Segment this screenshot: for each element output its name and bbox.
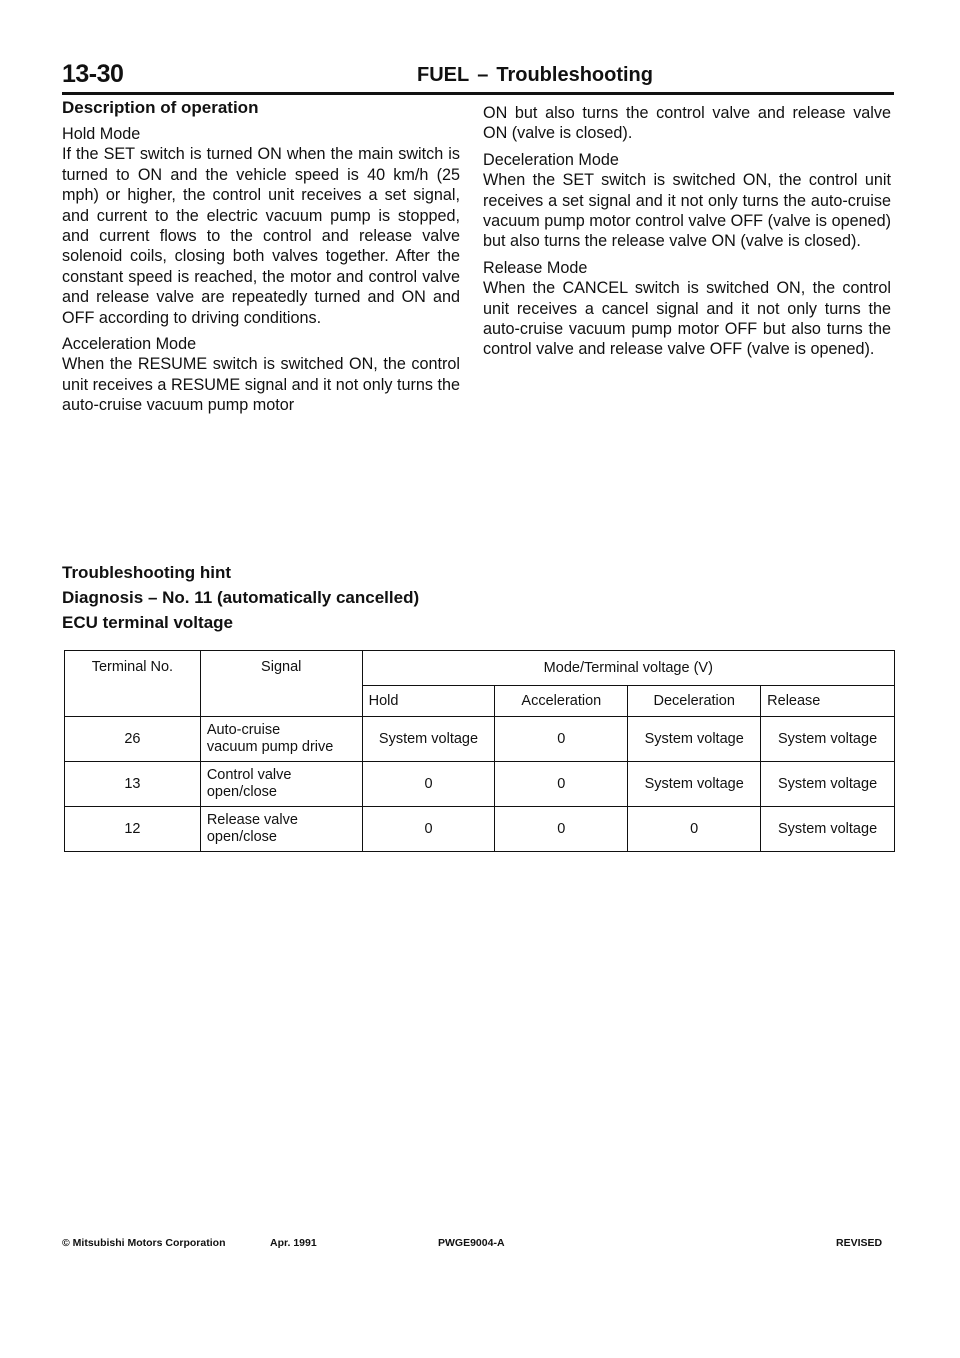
release-mode-title: Release Mode (483, 258, 588, 277)
hold-value-cell: System voltage (362, 717, 495, 762)
subsection-name: Troubleshooting (496, 64, 653, 86)
deceleration-value-cell: System voltage (628, 762, 761, 807)
header-release: Release (761, 686, 895, 717)
title-dash: – (477, 64, 489, 86)
troubleshooting-hint-heading: Troubleshooting hint (62, 563, 232, 582)
table-row (65, 717, 895, 762)
description-heading: Description of operation (62, 98, 259, 117)
terminal-cell: 26 (65, 717, 201, 762)
release-value-cell: System voltage (761, 807, 895, 852)
signal-line: Release valve (206, 812, 298, 828)
acceleration-value-cell: 0 (495, 717, 628, 762)
acceleration-mode-paragraph (62, 334, 460, 416)
signal-cell (200, 807, 362, 852)
acceleration-mode-title: Acceleration Mode (62, 335, 197, 354)
right-column (483, 103, 891, 366)
release-mode-text: When the CANCEL switch is switched ON, the control unit receives a cancel signal and it not only turns the auto-cruise vacuum pump motor OFF but also turns the control valve and release valve OFF (valve is opened). (483, 279, 891, 359)
signal-line: Auto-cruise (206, 722, 281, 738)
release-value-cell: System voltage (761, 762, 895, 807)
deceleration-mode-text: When the SET switch is switched ON, the control unit receives a set signal and it not only turns the auto-cruise vacuum pump motor control valve OFF (valve is opened) but also turns the release valve ON (valve is closed). (483, 171, 891, 251)
page-title (417, 64, 653, 87)
hold-mode-text: If the SET switch is turned ON when the main switch is turned to ON and the vehicle speed is 40 km/h (25 mph) or higher, the control unit receives a set signal, and current to the electric vacuum pump is stopped, and current flows to the control and release valve solenoid coils, closing both valves together. After the constant speed is reached, the motor and control valve and release valve are repeatedly turned and ON and OFF according to driving conditions. (62, 145, 460, 327)
hold-mode-title: Hold Mode (62, 125, 141, 143)
hold-value-cell: 0 (362, 762, 495, 807)
footer-status: REVISED (836, 1237, 883, 1249)
deceleration-value-cell: System voltage (628, 717, 761, 762)
diagnosis-heading: Diagnosis – No. 11 (automatically cancelled) (62, 588, 420, 607)
header-signal: Signal (200, 651, 362, 717)
signal-line: open/close (206, 784, 277, 800)
hold-value-cell: 0 (362, 807, 495, 852)
deceleration-mode-title: Deceleration Mode (483, 150, 619, 169)
deceleration-mode-paragraph (483, 150, 891, 252)
footer-date: Apr. 1991 (270, 1237, 317, 1249)
page-number: 13-30 (62, 60, 124, 88)
table-row (65, 762, 895, 807)
acceleration-mode-text: When the RESUME switch is switched ON, the control unit receives a RESUME signal and it not only turns the auto-cruise vacuum pump motor (62, 355, 460, 415)
page-header (62, 58, 894, 95)
header-mode-voltage: Mode/Terminal voltage (V) (362, 651, 894, 686)
header-deceleration: Deceleration (628, 686, 761, 717)
troubleshooting-hints (62, 560, 419, 635)
signal-line: vacuum pump drive (206, 739, 334, 755)
acceleration-value-cell: 0 (495, 807, 628, 852)
deceleration-value-cell: 0 (628, 807, 761, 852)
acceleration-value-cell: 0 (495, 762, 628, 807)
ecu-voltage-heading: ECU terminal voltage (62, 613, 233, 632)
table-header-row (65, 651, 895, 686)
signal-cell (200, 762, 362, 807)
header-terminal-no: Terminal No. (65, 651, 201, 717)
terminal-cell: 12 (65, 807, 201, 852)
left-column (62, 124, 460, 422)
release-value-cell: System voltage (761, 717, 895, 762)
hold-mode-paragraph (62, 124, 460, 328)
header-hold: Hold (362, 686, 495, 717)
signal-cell (200, 717, 362, 762)
table-row (65, 807, 895, 852)
signal-line: open/close (206, 829, 277, 845)
footer-code: PWGE9004-A (438, 1237, 505, 1249)
header-acceleration: Acceleration (495, 686, 628, 717)
signal-line: Control valve (206, 767, 292, 783)
acceleration-mode-continued: ON but also turns the control valve and release valve ON (valve is closed). (483, 104, 891, 143)
ecu-terminal-voltage-table (64, 650, 895, 852)
terminal-cell: 13 (65, 762, 201, 807)
footer-copyright: © Mitsubishi Motors Corporation (62, 1237, 226, 1249)
release-mode-paragraph (483, 258, 891, 360)
section-name: FUEL (417, 64, 470, 86)
